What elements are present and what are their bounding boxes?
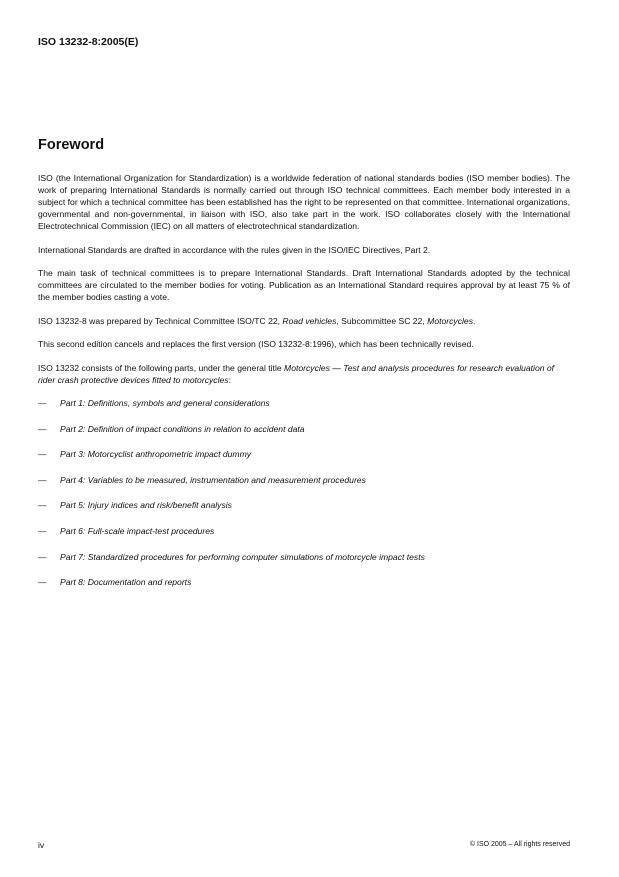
general-title: Motorcycles — Test and analysis procedures for research evaluation of rider crash protective devices fitted to motorcycles [38, 362, 555, 385]
part-label: Part 2: Definition of impact conditions in relation to accident data [60, 423, 305, 434]
sc-name: Motorcycles [427, 315, 473, 326]
list-item [38, 423, 570, 435]
paragraph-main-task: The main task of technical committees is to prepare International Standards. Draft International Standards adopted by the technical committees are circulated to the member bodies for voting. Publication as an International Standard requires approval by at least 75 % of the member bodies casting a vote. [38, 268, 570, 302]
list-item [38, 499, 570, 511]
prepared-by-end: . [473, 315, 476, 326]
dash-bullet-icon: — [38, 500, 47, 511]
paragraph-prepared-by [38, 315, 570, 327]
part-label: Part 3: Motorcyclist anthropometric impact dummy [60, 449, 252, 460]
part-label: Part 5: Injury indices and risk/benefit analysis [60, 500, 232, 511]
list-item [38, 474, 570, 486]
paragraph-edition-note: This second edition cancels and replaces the first version (ISO 13232-8:1996), which has been technically revised. [38, 339, 474, 349]
dash-bullet-icon: — [38, 551, 47, 562]
dash-bullet-icon: — [38, 474, 47, 485]
parts-intro-text: ISO 13232 consists of the following parts, under the general title [38, 362, 285, 373]
list-item [38, 576, 570, 588]
part-label: Part 7: Standardized procedures for performing computer simulations of motorcycle impact tests [60, 551, 425, 562]
part-label: Part 6: Full-scale impact-test procedures [60, 525, 215, 536]
dash-bullet-icon: — [38, 449, 47, 460]
list-item [38, 525, 570, 537]
part-label: Part 1: Definitions, symbols and general considerations [60, 398, 270, 408]
prepared-by-text: ISO 13232-8 was prepared by Technical Committee ISO/TC 22, [38, 315, 283, 326]
part-label: Part 4: Variables to be measured, instrumentation and measurement procedures [60, 474, 366, 485]
list-item [38, 397, 570, 409]
document-id-header: ISO 13232-8:2005(E) [38, 36, 139, 48]
list-item [38, 448, 570, 460]
dash-bullet-icon: — [38, 398, 47, 408]
dash-bullet-icon: — [38, 423, 47, 434]
parts-list [38, 397, 570, 588]
section-title: Foreword [38, 137, 105, 153]
dash-bullet-icon: — [38, 577, 47, 588]
paragraph-parts-intro [38, 362, 570, 386]
foreword-body [38, 172, 570, 602]
tc-name: Road vehicles [282, 315, 337, 326]
paragraph-iso-intro: ISO (the International Organization for Standardization) is a worldwide federation of national standards bodies (ISO member bodies). The work of preparing International Standards is normally carried out through ISO technical committees. Each member body interested in a subject for which a technical committee has been established has the right to be represented on that committee. International organizations, governmental and non-governmental, in liaison with ISO, also take part in the work. ISO collaborates closely with the International Electrotechnical Commission (IEC) on all matters of electrotechnical standardization. [38, 173, 570, 231]
dash-bullet-icon: — [38, 525, 47, 536]
part-label: Part 8: Documentation and reports [60, 577, 192, 588]
parts-intro-end: : [228, 374, 231, 385]
paragraph-directives: International Standards are drafted in accordance with the rules given in the ISO/IEC Directives, Part 2. [38, 244, 431, 255]
copyright-notice: © ISO 2005 – All rights reserved [469, 841, 570, 848]
page-number: iv [38, 840, 45, 850]
prepared-by-mid: , Subcommittee SC 22, [336, 315, 428, 326]
list-item [38, 551, 570, 563]
